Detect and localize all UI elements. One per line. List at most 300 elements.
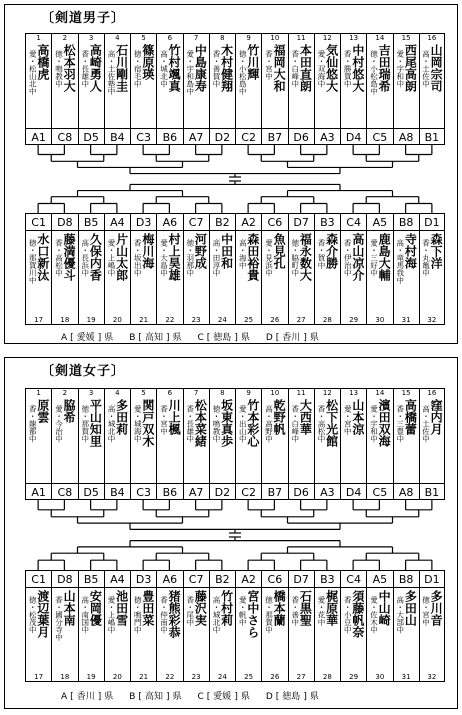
player-school: 愛・上嶋中 [107, 239, 117, 277]
player-school: 香・白峰中 [290, 50, 300, 88]
player-school: 高・竜馬我中 [395, 239, 405, 284]
player-cell [314, 230, 340, 316]
seed-code: B8 [393, 213, 419, 230]
player-name: 川上楓 [167, 399, 182, 435]
draw-number: 23 [183, 673, 209, 682]
group-prefecture: 香川 [76, 692, 95, 702]
footer-group [266, 692, 319, 702]
bracket-open: [ [275, 692, 280, 702]
draw-number: 29 [340, 673, 366, 682]
draw-number: 15 [393, 388, 419, 397]
player-school: 香・高松中 [54, 239, 64, 277]
men-top-numbers [25, 33, 445, 42]
player-cell [130, 397, 156, 483]
seed-code: B6 [156, 128, 182, 145]
draw-number: 24 [209, 673, 235, 682]
draw-number: 13 [340, 388, 366, 397]
draw-number: 7 [183, 388, 209, 397]
player-cell [288, 42, 314, 128]
seed-code: C8 [51, 128, 77, 145]
player-cell [104, 230, 130, 316]
player-school: 高・城北中 [159, 50, 169, 88]
player-cell [209, 42, 235, 128]
player-name: 竹村莉 [219, 590, 234, 626]
draw-number: 25 [235, 673, 261, 682]
ken-suffix: 県 [240, 333, 250, 343]
player-school: 徳・宿毛中 [133, 50, 143, 88]
player-cell [183, 397, 209, 483]
draw-number: 26 [261, 316, 287, 325]
seed-code: C3 [130, 128, 156, 145]
women-bottom-players [25, 587, 445, 673]
women-top-codes [25, 483, 445, 500]
seed-code: D3 [130, 570, 156, 587]
group-prefecture: 香川 [282, 333, 301, 343]
men-section [4, 4, 458, 344]
player-cell [78, 397, 104, 483]
ken-suffix: 県 [309, 692, 319, 702]
player-cell [209, 397, 235, 483]
bracket-open: [ [275, 333, 280, 343]
men-bottom-codes [25, 213, 445, 230]
player-name: 松下光館 [324, 399, 339, 447]
player-cell [314, 42, 340, 128]
bracket-close: ] [303, 692, 307, 702]
player-school: 香・長雄中 [80, 50, 90, 88]
player-cell [51, 42, 77, 128]
player-cell [78, 230, 104, 316]
seed-code: A4 [104, 570, 130, 587]
seed-code: C7 [183, 213, 209, 230]
seed-code: A5 [366, 213, 392, 230]
player-cell [288, 230, 314, 316]
player-cell [209, 587, 235, 673]
player-school: 香・伊治中 [343, 239, 353, 277]
player-name: 篠原瑛 [140, 44, 155, 80]
player-cell [156, 230, 182, 316]
draw-number: 11 [288, 33, 314, 42]
player-name: 木村健翔 [219, 44, 234, 92]
seed-code: A2 [235, 213, 261, 230]
player-name: 吉田瑞希 [377, 44, 392, 92]
seed-code: B5 [78, 213, 104, 230]
player-name: 高山凉介 [350, 233, 365, 281]
draw-number: 27 [288, 673, 314, 682]
player-name: 高橋虎 [35, 44, 50, 80]
player-name: 原雲 [35, 399, 50, 423]
seed-code: D5 [78, 483, 104, 500]
draw-number: 3 [78, 388, 104, 397]
seed-code: A1 [25, 483, 51, 500]
seed-code: B7 [261, 483, 287, 500]
player-school: 香・宮中 [264, 50, 274, 80]
player-cell [104, 42, 130, 128]
player-cell [78, 42, 104, 128]
group-letter: B [129, 692, 136, 702]
player-school: 愛・花中 [317, 596, 327, 626]
seed-code: A6 [156, 213, 182, 230]
seed-code: C4 [340, 570, 366, 587]
bracket-open: [ [70, 692, 74, 702]
seed-code: B1 [419, 128, 445, 145]
player-school: 高・土佐中 [421, 50, 431, 88]
seed-code: C5 [366, 483, 392, 500]
seed-code: B4 [104, 483, 130, 500]
player-school: 高・海中 [238, 239, 248, 269]
draw-number: 1 [25, 33, 51, 42]
draw-number: 12 [314, 33, 340, 42]
ken-suffix: 県 [172, 692, 182, 702]
player-cell [419, 587, 445, 673]
player-cell [261, 397, 287, 483]
seed-code: C2 [235, 128, 261, 145]
draw-number: 5 [130, 33, 156, 42]
player-cell [393, 587, 419, 673]
player-school: 香・善賀中 [212, 50, 222, 88]
seed-code: D6 [288, 483, 314, 500]
draw-number: 32 [419, 673, 445, 682]
player-school: 徳・小松島中 [369, 50, 379, 95]
player-name: 関戸双木 [140, 399, 155, 447]
player-name: 高崎勇人 [88, 44, 103, 92]
player-cell [183, 230, 209, 316]
player-school: 香・高松中 [317, 405, 327, 443]
player-cell [366, 42, 392, 128]
seed-code: D8 [51, 570, 77, 587]
player-name: 大西華 [298, 399, 313, 435]
player-name: 本田直朗 [298, 44, 313, 92]
player-cell [393, 397, 419, 483]
group-prefecture: 高知 [144, 692, 163, 702]
seed-code: A1 [25, 128, 51, 145]
player-school: 高・大部中 [395, 596, 405, 634]
player-name: 中田和 [219, 233, 234, 269]
seed-code: D8 [51, 213, 77, 230]
player-school: 香・白峰中 [290, 405, 300, 443]
seed-code: A6 [156, 570, 182, 587]
player-school: 徳・那賀中 [264, 596, 274, 634]
ken-suffix: 県 [240, 692, 250, 702]
player-name: 西尾高朗 [403, 44, 418, 92]
player-school: 徳・鳴教中 [212, 405, 222, 443]
draw-number: 17 [25, 673, 51, 682]
seed-code: C3 [130, 483, 156, 500]
draw-number: 4 [104, 33, 130, 42]
player-school: 高・高野中 [264, 405, 274, 443]
draw-number: 6 [156, 33, 182, 42]
draw-number: 5 [130, 388, 156, 397]
player-name: 水口新汰 [35, 233, 50, 281]
player-cell [340, 42, 366, 128]
draw-number: 3 [78, 33, 104, 42]
player-cell [78, 587, 104, 673]
player-school: 愛・双海中 [317, 50, 327, 88]
player-cell [209, 230, 235, 316]
group-prefecture: 徳島 [282, 692, 301, 702]
men-bottom-players [25, 230, 445, 316]
draw-number: 19 [78, 316, 104, 325]
player-cell [314, 587, 340, 673]
women-section [4, 357, 458, 709]
player-school: 愛・三好中 [369, 239, 379, 277]
ken-suffix: 県 [309, 333, 319, 343]
player-name: 中島康寿 [193, 44, 208, 92]
player-school: 徳・那賀中 [80, 405, 90, 443]
player-school: 徳・羽那中 [185, 239, 195, 277]
player-school: 愛・宇和中 [395, 50, 405, 88]
draw-number: 1 [25, 388, 51, 397]
draw-number: 23 [183, 316, 209, 325]
seed-code: D2 [209, 128, 235, 145]
player-cell [366, 397, 392, 483]
player-cell [419, 397, 445, 483]
player-cell [235, 587, 261, 673]
player-name: 河野成 [193, 233, 208, 269]
player-name: 寺村海 [403, 233, 418, 269]
player-school: 愛・上嶋中 [107, 596, 117, 634]
draw-number: 10 [261, 33, 287, 42]
draw-number: 10 [261, 388, 287, 397]
draw-number: 13 [340, 33, 366, 42]
women-bracket [25, 500, 445, 570]
draw-number: 8 [209, 33, 235, 42]
player-school: 高・田淳中 [212, 239, 222, 277]
seed-code: D3 [130, 213, 156, 230]
player-school: 香・賀中 [317, 239, 327, 269]
player-name: 多川音 [429, 590, 444, 626]
group-letter: A [61, 692, 68, 702]
women-top-players [25, 397, 445, 483]
player-name: 池田雪 [114, 590, 129, 626]
player-school: 香・小豆中 [343, 596, 353, 634]
draw-number: 32 [419, 316, 445, 325]
draw-number: 28 [314, 673, 340, 682]
player-name: 猪熊彩恭 [167, 590, 182, 638]
player-school: 徳・松茂中 [28, 596, 38, 634]
player-cell [156, 42, 182, 128]
draw-number: 16 [419, 33, 445, 42]
footer-group [197, 692, 249, 702]
player-cell [104, 587, 130, 673]
draw-number: 15 [393, 33, 419, 42]
player-name: 松本菜緒 [193, 399, 208, 447]
player-name: 竹村颯真 [167, 44, 182, 92]
player-name: 福永数大 [298, 233, 313, 281]
bracket-open: [ [206, 333, 211, 343]
player-school: 高・長浜中 [80, 239, 90, 277]
women-footer [61, 689, 335, 702]
player-name: 久保内香 [88, 233, 103, 281]
draw-number: 17 [25, 316, 51, 325]
player-name: 魚見孔 [272, 233, 287, 269]
player-cell [393, 230, 419, 316]
bracket-close: ] [234, 333, 238, 343]
ken-suffix: 県 [104, 692, 114, 702]
player-school: 香・宮中 [159, 405, 169, 435]
player-name: 山本南 [62, 590, 77, 626]
player-school: 徳・小松島中 [238, 50, 248, 95]
bracket-close: ] [97, 692, 102, 702]
footer-group [129, 692, 181, 702]
seed-code: D7 [288, 213, 314, 230]
player-school: 徳・脇町中 [290, 239, 300, 277]
seed-code: C1 [25, 213, 51, 230]
player-name: 梅川海 [140, 233, 155, 269]
men-footer [61, 330, 335, 343]
draw-number: 12 [314, 388, 340, 397]
player-school: 徳・那賀川中 [28, 239, 38, 284]
player-school: 愛・帆中 [238, 596, 248, 626]
player-name: 気仙悠大 [324, 44, 339, 92]
player-school: 愛・佐木中 [369, 596, 379, 634]
draw-number: 4 [104, 388, 130, 397]
player-cell [183, 42, 209, 128]
player-cell [156, 397, 182, 483]
bracket-close: ] [165, 333, 170, 343]
player-name: 窪内月 [429, 399, 444, 435]
seed-code: A3 [314, 128, 340, 145]
seed-code: C4 [340, 213, 366, 230]
footer-group [61, 692, 113, 702]
draw-number: 2 [51, 388, 77, 397]
player-school: 香・丸亀中 [421, 239, 431, 277]
player-school: 愛・松山北中 [28, 50, 38, 95]
player-name: 坂東真歩 [219, 399, 234, 447]
group-letter: C [197, 692, 204, 702]
men-top-players [25, 42, 445, 128]
group-prefecture: 愛媛 [76, 333, 95, 343]
seed-code: A4 [104, 213, 130, 230]
seed-code: D1 [419, 570, 445, 587]
group-prefecture: 愛媛 [213, 692, 232, 702]
draw-number: 27 [288, 316, 314, 325]
player-school: 愛・宇和中 [369, 405, 379, 443]
player-cell [25, 587, 51, 673]
player-name: 村上昊雄 [167, 233, 182, 281]
player-school: 香・長雄中 [185, 405, 195, 443]
group-letter: D [265, 333, 273, 343]
player-cell [288, 397, 314, 483]
draw-number: 28 [314, 316, 340, 325]
seed-code: A7 [183, 128, 209, 145]
draw-number: 7 [183, 33, 209, 42]
draw-number: 20 [104, 673, 130, 682]
bracket-open: [ [138, 333, 142, 343]
player-name: 平山知里 [88, 399, 103, 447]
player-school: 高・南国中 [80, 596, 90, 634]
player-cell [314, 397, 340, 483]
player-cell [393, 42, 419, 128]
player-cell [261, 230, 287, 316]
player-school: 香・國分寺中 [54, 596, 64, 641]
draw-number: 31 [393, 316, 419, 325]
player-name: 高橋蕾 [403, 399, 418, 435]
draw-number: 8 [209, 388, 235, 397]
draw-number: 31 [393, 673, 419, 682]
seed-code: D5 [78, 128, 104, 145]
group-letter: A [61, 333, 68, 343]
bracket-close: ] [303, 333, 307, 343]
player-name: 中村悠大 [350, 44, 365, 92]
player-cell [51, 397, 77, 483]
seed-code: B4 [104, 128, 130, 145]
player-school: 愛・宮中 [343, 405, 353, 435]
bracket-open: [ [138, 692, 142, 702]
seed-code: B7 [261, 128, 287, 145]
player-name: 脇希 [62, 399, 77, 423]
player-school: 香・勝賀中 [343, 50, 353, 88]
player-cell [261, 42, 287, 128]
draw-number: 22 [156, 316, 182, 325]
player-name: 石川剛圭 [114, 44, 129, 92]
seed-code: C6 [261, 570, 287, 587]
draw-number: 19 [78, 673, 104, 682]
men-top-codes [25, 128, 445, 145]
player-school: 高・城北中 [212, 596, 222, 634]
seed-code: A3 [314, 483, 340, 500]
player-cell [235, 42, 261, 128]
women-top-numbers [25, 388, 445, 397]
men-bracket [25, 145, 445, 213]
player-name: 片山太郎 [114, 233, 129, 281]
player-school: 香・龍都中 [28, 405, 38, 443]
bracket-close: ] [165, 692, 170, 702]
player-cell [156, 587, 182, 673]
draw-number: 22 [156, 673, 182, 682]
draw-number: 26 [261, 673, 287, 682]
seed-code: C2 [235, 483, 261, 500]
draw-number: 24 [209, 316, 235, 325]
player-cell [104, 397, 130, 483]
draw-number: 25 [235, 316, 261, 325]
player-name: 須藤帆奈 [350, 590, 365, 638]
player-cell [261, 587, 287, 673]
group-letter: D [265, 692, 273, 702]
player-school: 愛・城海中 [133, 405, 143, 443]
player-school: 高・土佐中 [421, 405, 431, 443]
draw-number: 21 [130, 316, 156, 325]
player-name: 豊田菜 [140, 590, 155, 626]
seed-code: D6 [288, 128, 314, 145]
bracket-open: [ [70, 333, 74, 343]
player-school: 香・仲南中 [159, 596, 169, 634]
player-school: 高・城北中 [107, 405, 117, 443]
player-name: 森下洋 [429, 233, 444, 269]
player-school: 愛・出山中 [238, 405, 248, 443]
group-prefecture: 徳島 [213, 333, 232, 343]
footer-group [129, 333, 181, 343]
women-bottom-numbers [25, 673, 445, 682]
player-name: 渡辺葉月 [35, 590, 50, 638]
player-cell [51, 230, 77, 316]
player-school: 愛・大島中 [159, 239, 169, 277]
player-school: 愛・今治中 [54, 405, 64, 443]
player-school: 徳・鳴門中 [133, 596, 143, 634]
player-cell [340, 587, 366, 673]
player-name: 山岡宗司 [429, 44, 444, 92]
draw-number: 21 [130, 673, 156, 682]
player-name: 鹿島大輔 [377, 233, 392, 281]
draw-number: 29 [340, 316, 366, 325]
player-cell [235, 230, 261, 316]
seed-code: B8 [393, 570, 419, 587]
seed-code: D1 [419, 213, 445, 230]
player-name: 松本羽大 [62, 44, 77, 92]
ken-suffix: 県 [104, 333, 114, 343]
group-letter: C [197, 333, 204, 343]
player-cell [419, 42, 445, 128]
player-name: 竹本彩心 [245, 399, 260, 447]
